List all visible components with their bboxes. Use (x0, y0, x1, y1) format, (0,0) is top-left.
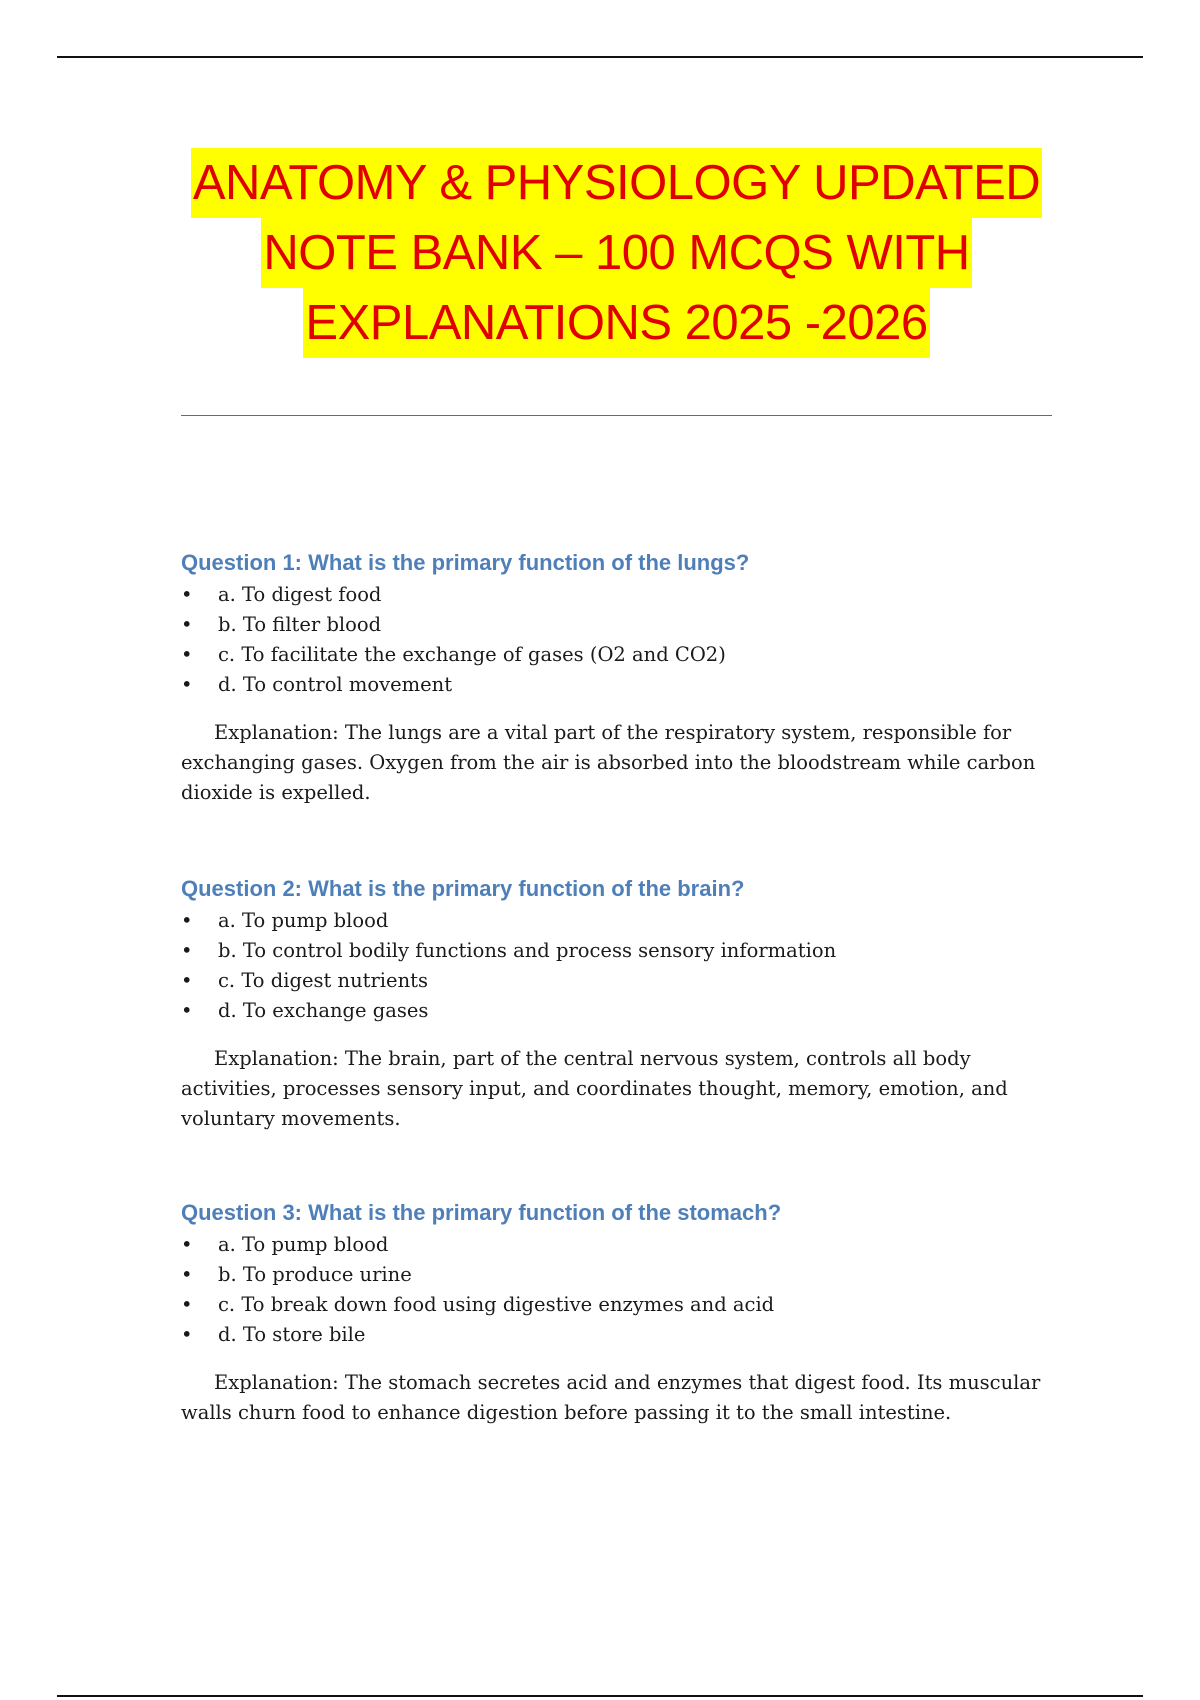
option-item (181, 996, 1061, 1026)
option-item (181, 1230, 1061, 1260)
option-text: a. To digest food (218, 583, 382, 606)
question-3 (181, 1198, 1061, 1428)
questions-section (181, 548, 1061, 1428)
option-text: b. To control bodily functions and process sensory information (218, 939, 837, 962)
option-item (181, 670, 1061, 700)
bullet-icon: • (181, 1323, 193, 1346)
option-text: c. To break down food using digestive enzymes and acid (218, 1293, 775, 1316)
bullet-icon: • (181, 999, 193, 1022)
explanation: Explanation: The stomach secretes acid and enzymes that digest food. Its muscular walls churn food to enhance digestion before passing it to the small intestine. (181, 1371, 1041, 1424)
option-text: b. To filter blood (218, 613, 382, 636)
document-title (100, 148, 1133, 358)
option-text: d. To store bile (218, 1323, 366, 1346)
option-list (181, 580, 1061, 700)
option-list (181, 906, 1061, 1026)
title-line-3: EXPLANATIONS 2025 -2026 (303, 288, 929, 358)
option-item (181, 906, 1061, 936)
question-1 (181, 548, 1061, 808)
explanation: Explanation: The lungs are a vital part of the respiratory system, responsible for exchanging gases. Oxygen from the air is absorbed into the bloodstream while carbon dioxide is expelled. (181, 721, 1036, 804)
explanation: Explanation: The brain, part of the central nervous system, controls all body activities, processes sensory input, and coordinates thought, memory, emotion, and voluntary movements. (181, 1047, 1008, 1130)
bullet-icon: • (181, 939, 193, 962)
option-text: c. To digest nutrients (218, 969, 428, 992)
title-line-1: ANATOMY & PHYSIOLOGY UPDATED (191, 148, 1042, 218)
bullet-icon: • (181, 613, 193, 636)
option-item (181, 580, 1061, 610)
bullet-icon: • (181, 1233, 193, 1256)
bullet-icon: • (181, 643, 193, 666)
option-item (181, 1260, 1061, 1290)
top-rule (57, 56, 1143, 58)
bullet-icon: • (181, 909, 193, 932)
option-list (181, 1230, 1061, 1350)
question-heading: Question 2: What is the primary function of the brain? (181, 876, 745, 901)
option-item (181, 640, 1061, 670)
option-item (181, 610, 1061, 640)
bullet-icon: • (181, 969, 193, 992)
option-item (181, 936, 1061, 966)
question-heading: Question 1: What is the primary function of the lungs? (181, 550, 750, 575)
title-divider (181, 415, 1052, 416)
option-item (181, 966, 1061, 996)
option-text: d. To exchange gases (218, 999, 429, 1022)
option-text: a. To pump blood (218, 909, 389, 932)
question-heading: Question 3: What is the primary function of the stomach? (181, 1200, 782, 1225)
option-text: d. To control movement (218, 673, 453, 696)
option-item (181, 1320, 1061, 1350)
option-text: b. To produce urine (218, 1263, 412, 1286)
bullet-icon: • (181, 583, 193, 606)
bullet-icon: • (181, 673, 193, 696)
bullet-icon: • (181, 1263, 193, 1286)
question-2 (181, 874, 1061, 1134)
option-text: c. To facilitate the exchange of gases (O2 and CO2) (218, 643, 726, 666)
option-item (181, 1290, 1061, 1320)
bottom-rule (57, 1695, 1143, 1697)
bullet-icon: • (181, 1293, 193, 1316)
title-line-2: NOTE BANK – 100 MCQS WITH (261, 218, 971, 288)
option-text: a. To pump blood (218, 1233, 389, 1256)
